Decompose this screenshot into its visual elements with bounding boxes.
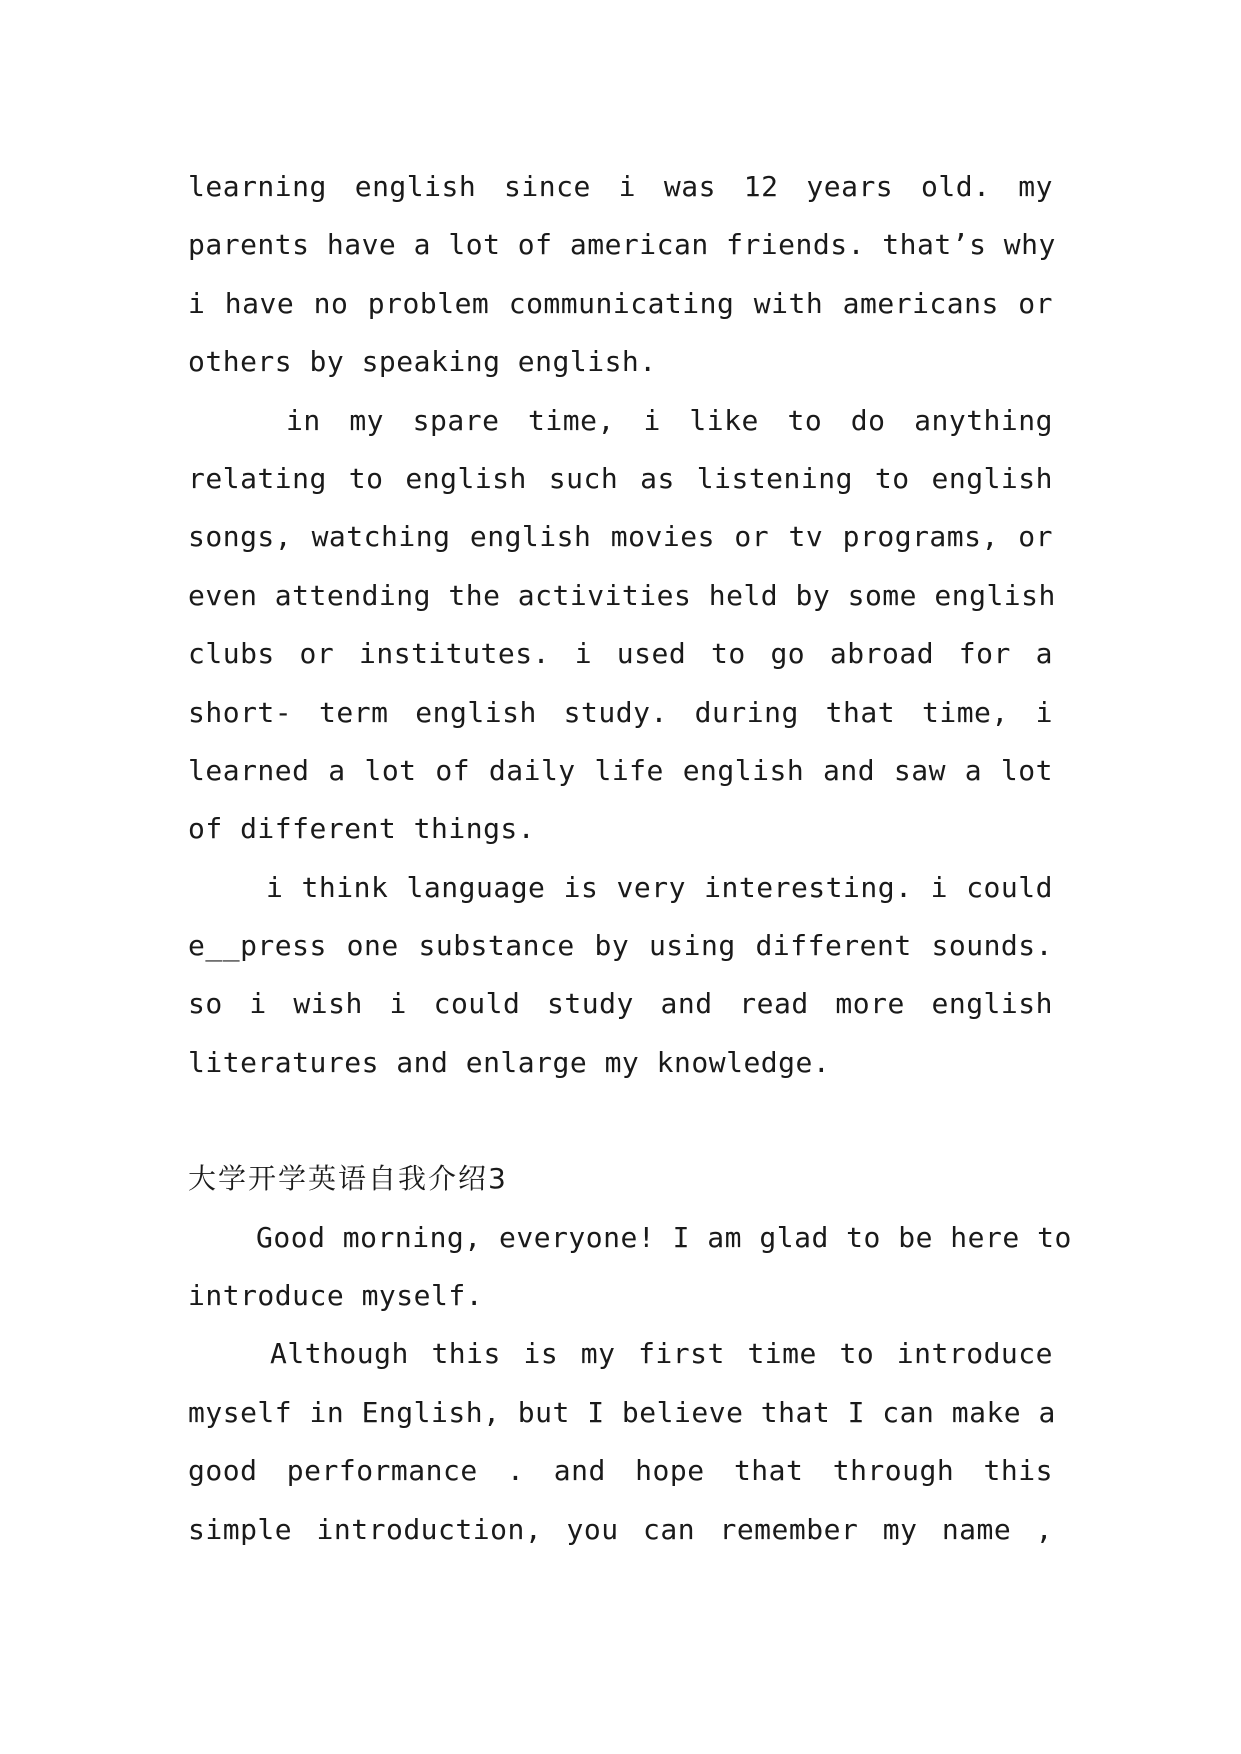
text-line: parents have a lot of american friends. that’s why <box>188 228 1056 262</box>
text-line: so i wish i could study and read more english <box>188 987 1053 1021</box>
paragraph-english-background <box>188 158 1056 392</box>
text-line: myself in English, but I believe that I can make a <box>188 1395 1056 1429</box>
paragraph-language-interest <box>188 859 1053 1093</box>
text-line: of different things. <box>188 812 536 846</box>
text-line: i think language is very interesting. i could <box>266 870 1053 904</box>
text-line: Although this is my first time to introduce <box>270 1337 1053 1371</box>
text-line: e__press one substance by using different sounds. <box>188 929 1053 963</box>
text-line: learned a lot of daily life english and saw a lot <box>188 753 1053 787</box>
text-line: Good morning, everyone! I am glad to be here to <box>256 1220 1072 1254</box>
text-line: even attending the activities held by some english <box>188 578 1056 612</box>
document-page <box>188 158 1072 1559</box>
text-line: in my spare time, i like to do anything <box>286 403 1053 437</box>
paragraph-first-introduction <box>188 1325 1056 1559</box>
paragraph-greeting <box>188 1209 1072 1326</box>
text-line: relating to english such as listening to english <box>188 461 1053 495</box>
text-line: clubs or institutes. i used to go abroad for a <box>188 637 1053 671</box>
text-line: simple introduction, you can remember my name , <box>188 1512 1053 1546</box>
text-line: good performance . and hope that through this <box>188 1454 1053 1488</box>
text-line: literatures and enlarge my knowledge. <box>188 1045 831 1079</box>
text-line: introduce myself. <box>188 1279 484 1313</box>
text-line: i have no problem communicating with americans or <box>188 286 1053 320</box>
text-line: songs, watching english movies or tv programs, or <box>188 520 1053 554</box>
text-line: short- term english study. during that time, i <box>188 695 1053 729</box>
paragraph-spare-time <box>188 392 1056 859</box>
text-line: learning english since i was 12 years old. my <box>188 170 1053 203</box>
text-line: others by speaking english. <box>188 345 657 379</box>
section-heading: 大学开学英语自我介绍3 <box>188 1162 508 1196</box>
section-gap <box>188 1092 1053 1150</box>
